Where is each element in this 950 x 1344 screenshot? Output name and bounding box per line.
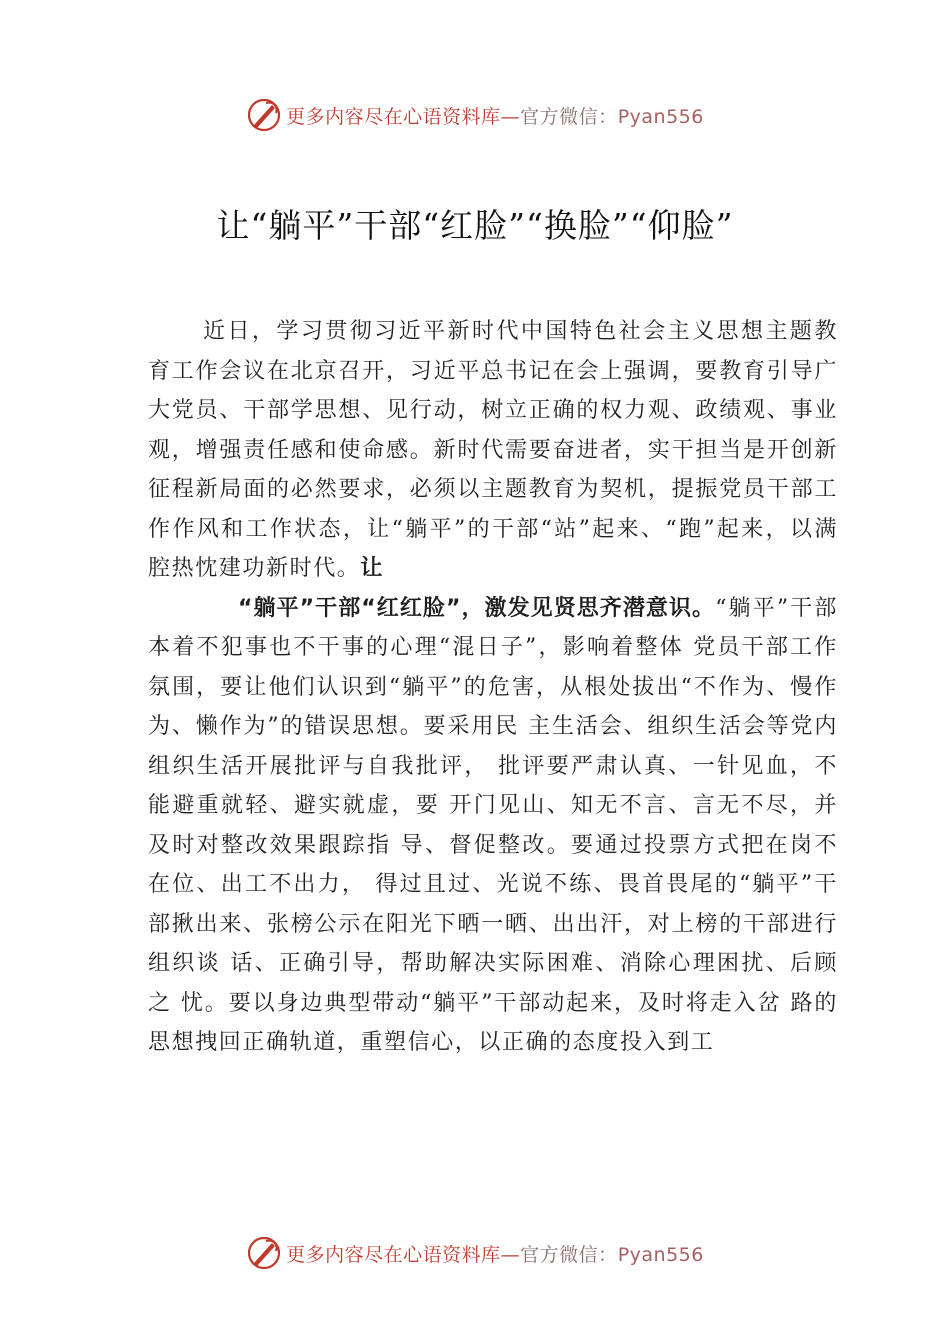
banner-wechat-id: Pyan556	[617, 105, 704, 128]
banner-dash: —	[500, 105, 521, 128]
quill-logo-icon	[246, 1235, 282, 1271]
page-title: 让“躺平”干部“红脸”“换脸”“仰脸”	[216, 206, 734, 245]
paragraph-section-text: “躺平”干部本着不犯事也不干事的心理“混日子”，影响着整体 党员干部工作氛围，要让他们认识到“躺平”的危害，从根处拔出“不作为、慢作为、懒作为”的错误思想。要采用民 主生活会、组织生活会等党内组织生活开展批评与自我批评， 批评要严肃认真、一针见血，不能避重就轻、避实就虚，要 开门见山、知无不言、言无不尽，并及时对整改效果跟踪指 导、督促整改。要通过投票方式把在岗不在位、出工不出力， 得过且过、光说不练、畏首畏尾的“躺平”干部揪出来、张榜公示在阳光下晒一晒、出出汗，对上榜的干部进行组织谈 话、正确引导，帮助解决实际困难、消除心理困扰、后顾之 忧。要以身边典型带动“躺平”干部动起来，及时将走入岔 路的思想拽回正确轨道，重塑信心，以正确的态度投入到工	[148, 595, 838, 1055]
footer-banner	[0, 1233, 950, 1273]
banner-wechat-id: Pyan556	[617, 1243, 704, 1266]
article-body	[148, 312, 838, 1063]
banner-text	[286, 102, 704, 129]
paragraph-intro	[148, 312, 838, 1063]
banner-wechat-label: 官方微信：	[520, 1243, 618, 1266]
paragraph-intro-text: 近日，学习贯彻习近平新时代中国特色社会主义思想主题教育工作会议在北京召开，习近平总书记在会上强调，要教育引导广大党员、干部学思想、见行动，树立正确的权力观、政绩观、事业观，增强责任感和使命感。新时代需要奋进者，实干担当是开创新征程新局面的必然要求，必须以主题教育为契机，提振党员干部工作作风和工作状态，让“躺平”的干部“站”起来、“跑”起来，以满腔热忱建功新时代。	[148, 319, 838, 581]
banner-wechat-label: 官方微信：	[520, 105, 618, 128]
banner-text	[286, 1240, 704, 1267]
banner-library-name: 更多内容尽在心语资料库	[286, 105, 501, 128]
header-banner	[0, 95, 950, 135]
banner-dash: —	[500, 1243, 521, 1266]
section-heading-start: 让	[360, 556, 383, 581]
quill-logo-icon	[246, 97, 282, 133]
section-heading: “躺平”干部“红红脸”，激发见贤思齐潜意识。	[238, 595, 716, 621]
banner-library-name: 更多内容尽在心语资料库	[286, 1243, 501, 1266]
